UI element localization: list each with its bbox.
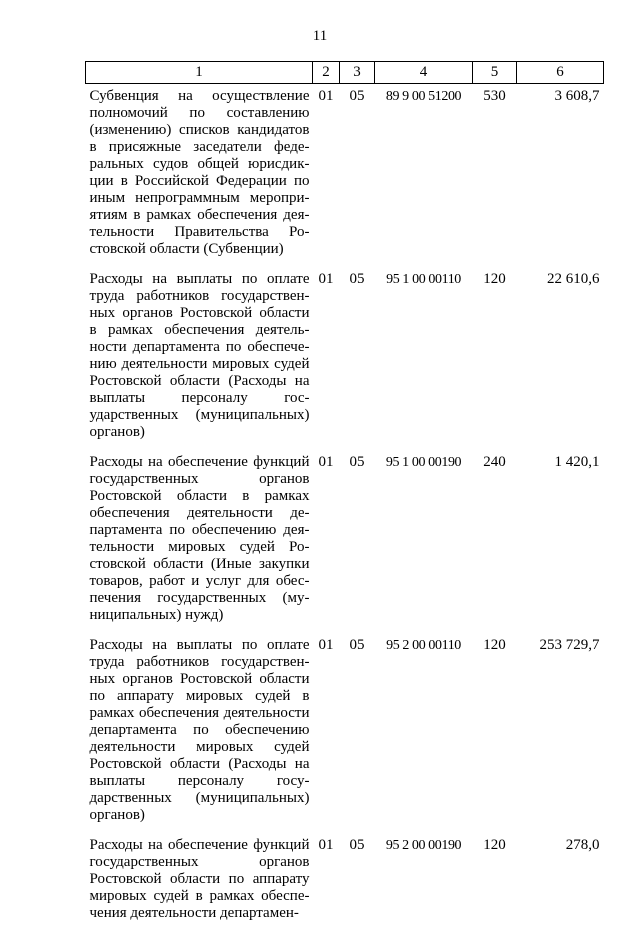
amount-value: 253 729,7 <box>539 637 600 653</box>
header-col-6: 6 <box>517 62 604 84</box>
header-col-5: 5 <box>473 62 517 84</box>
section-code: 01 <box>318 454 334 470</box>
subsection-code: 05 <box>349 88 365 104</box>
section-code: 01 <box>318 637 334 653</box>
table-row <box>86 450 604 633</box>
header-col-3: 3 <box>340 62 375 84</box>
expense-type-code: 120 <box>483 837 506 853</box>
expense-name: Расходы на выплаты по оплате труда работников государственных органов Ростовской области в рамках обеспечения деятельности департамента по обеспечению деятельности мировых судей Ростовской области (Расходы на выплаты персоналу государственных (муниципальных) органов) <box>89 271 310 440</box>
subsection-code: 05 <box>349 637 365 653</box>
table-row <box>86 833 604 931</box>
budget-table <box>85 61 604 931</box>
section-code: 01 <box>318 88 334 104</box>
amount-value: 1 420,1 <box>554 454 600 470</box>
expense-type-code: 120 <box>483 271 506 287</box>
header-col-2: 2 <box>313 62 340 84</box>
amount-value: 278,0 <box>565 837 600 853</box>
section-code: 01 <box>318 837 334 853</box>
expense-type-code: 240 <box>483 454 506 470</box>
expense-type-code: 120 <box>483 637 506 653</box>
header-col-1: 1 <box>86 62 313 84</box>
target-article-code: 89 9 00 51200 <box>385 89 462 104</box>
table-row <box>86 633 604 833</box>
expense-name: Субвенция на осуществление полномочий по составлению (изменению) списков кандидатов в присяжные заседатели федеральных судов общей юрисдикции в Российской Федерации по иным непрограммным мероприятиям в рамках обеспечения деятельности Правительства Ростовской области (Субвенции) <box>89 88 310 257</box>
subsection-code: 05 <box>349 837 365 853</box>
expense-name: Расходы на выплаты по оплате труда работников государственных органов Ростовской области по аппарату мировых судей в рамках обеспечения деятельности департамента по обеспечению деятельности мировых судей Ростовской области (Расходы на выплаты персоналу государственных (муниципальных) органов) <box>89 637 310 823</box>
expense-name: Расходы на обеспечение функций государственных органов Ростовской области в рамках обеспечения деятельности департамента по обеспечению деятельности мировых судей Ростовской области (Иные закупки товаров, работ и услуг для обеспечения государственных (муниципальных) нужд) <box>89 454 310 623</box>
expense-type-code: 530 <box>483 88 506 104</box>
target-article-code: 95 1 00 00190 <box>385 455 462 470</box>
section-code: 01 <box>318 271 334 287</box>
subsection-code: 05 <box>349 271 365 287</box>
table-header-row <box>86 62 604 84</box>
table-row <box>86 267 604 450</box>
page-number: 11 <box>312 28 328 44</box>
subsection-code: 05 <box>349 454 365 470</box>
target-article-code: 95 1 00 00110 <box>386 272 461 287</box>
header-col-4: 4 <box>375 62 473 84</box>
amount-value: 22 610,6 <box>547 271 600 287</box>
expense-name: Расходы на обеспечение функций государственных органов Ростовской области по аппарату мировых судей в рамках обеспечения деятельности департамен- <box>89 837 310 921</box>
target-article-code: 95 2 00 00110 <box>386 638 461 653</box>
target-article-code: 95 2 00 00190 <box>385 838 462 853</box>
amount-value: 3 608,7 <box>554 88 600 104</box>
table-row <box>86 84 604 268</box>
